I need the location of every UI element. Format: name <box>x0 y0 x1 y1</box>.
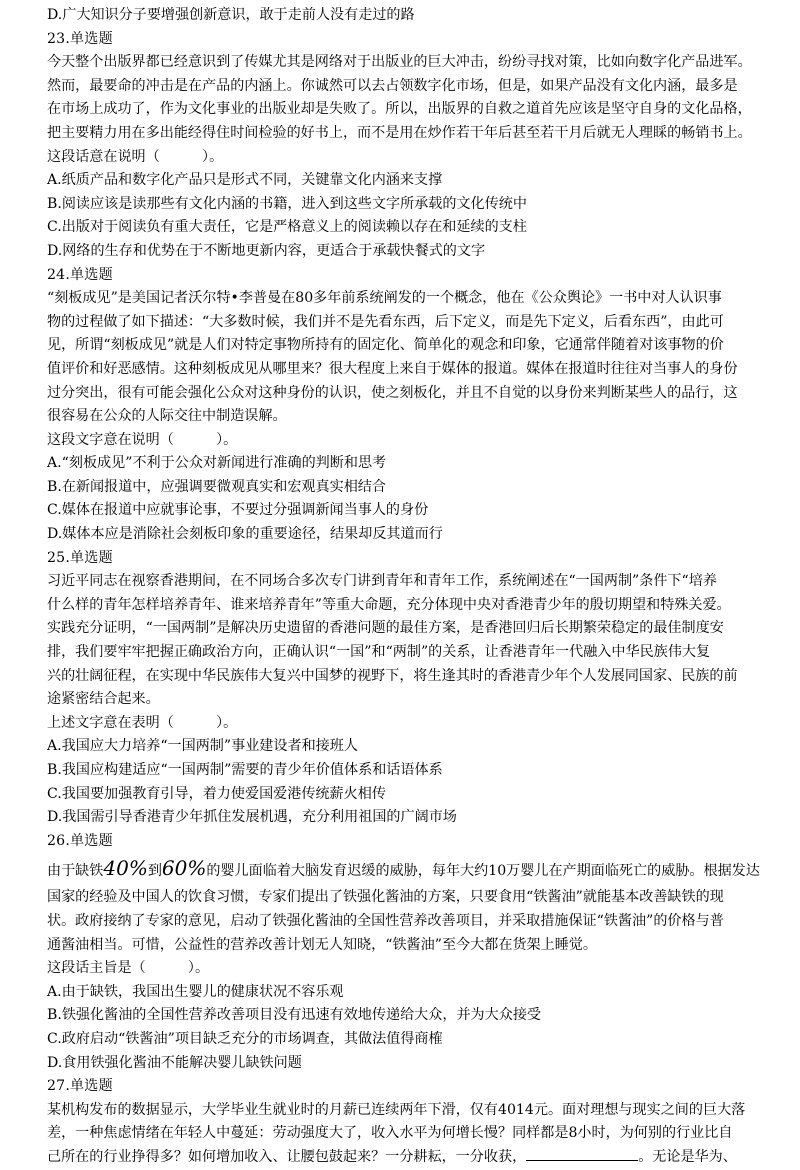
passage-line: 在市场上成功了，作为文化事业的出版业却是失败了。所以，出版界的自救之道首先应该是坚守自身的文化品格， <box>47 101 752 118</box>
passage-line: 通酱油相当。可惜，公益性的营养改善计划无人知晓，“铁酱油”至今大都在货架上睡觉。 <box>47 936 597 953</box>
passage-line <box>47 853 764 886</box>
fill-in-blank <box>526 1146 638 1161</box>
question-27 <box>47 1075 764 1169</box>
option-a: A.“刻板成见”不利于公众对新闻进行准确的判断和思考 <box>47 455 387 472</box>
percent-40: 40% <box>103 856 148 881</box>
passage-line: 兴的壮阔征程，在实现中华民族伟大复兴中国梦的视野下，将生逢其时的香港青少年个人发展同国家、民族的前 <box>47 667 738 684</box>
option-a: A.我国应大力培养“一国两制”事业建设者和接班人 <box>47 738 358 755</box>
passage-line: 途紧密结合起来。 <box>47 691 160 708</box>
passage-line: 状。政府接纳了专家的意见，启动了铁强化酱油的全国性营养改善项目，并采取措施保证“铁酱油”的价格与普 <box>47 912 724 929</box>
passage-line: 见，所谓“刻板成见”就是人们对特定事物所持有的固定化、简单化的观念和印象，它通常伴随着对该事物的价 <box>47 337 724 354</box>
question-23 <box>47 28 764 264</box>
question-25 <box>47 547 764 830</box>
question-prompt: 这段话主旨是（ ）。 <box>47 960 210 977</box>
option-d: D.媒体本应是消除社会刻板印象的重要途径，结果却反其道而行 <box>47 526 443 543</box>
option-b: B.我国应构建适应“一国两制”需要的青少年价值体系和话语体系 <box>47 762 443 778</box>
question-24 <box>47 264 764 547</box>
passage-line: 过分突出，很有可能会强化公众对这种身份的认识，使之刻板化，并且不自觉的以身份来判断某些人的品行，这 <box>47 384 738 401</box>
option-d: D.网络的生存和优势在于不断地更新内容，更适合于承载快餐式的文字 <box>47 242 486 259</box>
option-d: D.我国需引导香港青少年抓住发展机遇，充分利用祖国的广阔市场 <box>47 809 457 826</box>
percent-60: 60% <box>161 856 207 881</box>
passage-line: 什么样的青年怎样培养青年、谁来培养青年”等重大命题，充分体现中央对香港青少年的殷切期望和特殊关爱。 <box>47 596 731 613</box>
question-header: 27.单选题 <box>47 1078 113 1095</box>
question-header: 25.单选题 <box>47 549 113 566</box>
passage-text: 到 <box>147 863 162 880</box>
option-d: D.食用铁强化酱油不能解决婴儿缺铁问题 <box>47 1054 302 1071</box>
passage-text: 己所在的行业挣得多？如何增加收入、让腰包鼓起来？一分耕耘，一分收获， <box>47 1148 527 1165</box>
option-c: C.出版对于阅读负有重大责任，它是严格意义上的阅读赖以存在和延续的支柱 <box>47 219 527 236</box>
option-a: A.由于缺铁，我国出生婴儿的健康状况不容乐观 <box>47 983 344 1000</box>
passage-line: 很容易在公众的人际交往中制造误解。 <box>47 408 287 425</box>
question-prompt: 上述文字意在表明（ ）。 <box>47 714 238 731</box>
option-c: C.媒体在报道中应就事论事，不要过分强调新闻当事人的身份 <box>47 502 429 519</box>
passage-line: 差，一种焦虑情绪在年轻人中蔓延：劳动强度大了，收入水平为何增长慢？同样都是8小时，为何别的行业比自 <box>47 1125 733 1142</box>
option-a: A.纸质产品和数字化产品只是形式不同，关键靠文化内涵来支撑 <box>47 172 443 189</box>
question-header: 24.单选题 <box>47 266 113 283</box>
question-header: 26.单选题 <box>47 832 113 849</box>
option-c: C.我国要加强教育引导，着力使爱国爱港传统薪火相传 <box>47 785 386 802</box>
question-header: 23.单选题 <box>47 30 113 47</box>
passage-line: 今天整个出版界都已经意识到了传媒尤其是网络对于出版业的巨大冲击，纷纷寻找对策，比如向数字化产品进军。 <box>47 54 752 71</box>
question-prompt: 这段话意在说明（ ）。 <box>47 148 224 165</box>
passage-text: 由于缺铁 <box>47 863 104 880</box>
passage-line: 把主要精力用在多出能经得住时间检验的好书上，而不是用在炒作若干年后甚至若干月后就无人理睬的畅销书上。 <box>47 124 752 141</box>
question-26 <box>47 830 764 1075</box>
passage-line: 实践充分证明，“一国两制”是解决历史遗留的香港问题的最佳方案，是香港回归后长期繁荣稳定的最佳制度安 <box>47 620 724 637</box>
option-b: B.在新闻报道中，应强调要微观真实和宏观真实相结合 <box>47 478 386 495</box>
option-d-prev: D.广大知识分子要增强创新意识，敢于走前人没有走过的路 <box>47 7 415 23</box>
passage-line: “刻板成见”是美国记者沃尔特•李普曼在80多年前系统阐发的一个概念，他在《公众舆论》一书中对人认识事 <box>47 290 722 307</box>
option-b: B.阅读应该是读那些有文化内涵的书籍，进入到这些文字所承载的文化传统中 <box>47 195 527 212</box>
passage-line: 然而，最要命的冲击是在产品的内涵上。你诚然可以去占领数字化市场，但是，如果产品没有文化内涵，最多是 <box>47 77 738 94</box>
passage-text: 的婴儿面临着大脑发育迟缓的威胁，每年大约10万婴儿在产期面临死亡的威胁。根据发达 <box>206 863 760 880</box>
option-b: B.铁强化酱油的全国性营养改善项目没有迅速有效地传递给大众，并为大众接受 <box>47 1007 542 1024</box>
passage-line: 物的过程做了如下描述：“大多数时候，我们并不是先看东西，后下定义，而是先下定义，后看东西”，由此可 <box>47 313 724 330</box>
passage-line: 国家的经验及中国人的饮食习惯，专家们提出了铁强化酱油的方案，只要食用“铁酱油”就能基本改善缺铁的现 <box>47 889 724 906</box>
option-c: C.政府启动“铁酱油”项目缺乏充分的市场调查，其做法值得商榷 <box>47 1030 443 1047</box>
question-prompt: 这段文字意在说明（ ）。 <box>47 431 238 448</box>
passage-line: 习近平同志在视察香港期间，在不同场合多次专门讲到青年和青年工作，系统阐述在“一国两制”条件下“培养 <box>47 573 717 590</box>
passage-line: 某机构发布的数据显示，大学毕业生就业时的月薪已连续两年下滑，仅有4014元。面对理想与现实之间的巨大落 <box>47 1101 746 1118</box>
passage-line: 排，我们要牢牢把握正确政治方向，正确认识“一国”和“两制”的关系，让香港青年一代融入中华民族伟大复 <box>47 644 711 661</box>
passage-line <box>47 1146 764 1170</box>
passage-text: 。无论是华为、 <box>638 1148 737 1165</box>
passage-line: 值评价和好恶感情。这种刻板成见从哪里来？很大程度上来自于媒体的报道。媒体在报道时往往对当事人的身份 <box>47 360 738 377</box>
